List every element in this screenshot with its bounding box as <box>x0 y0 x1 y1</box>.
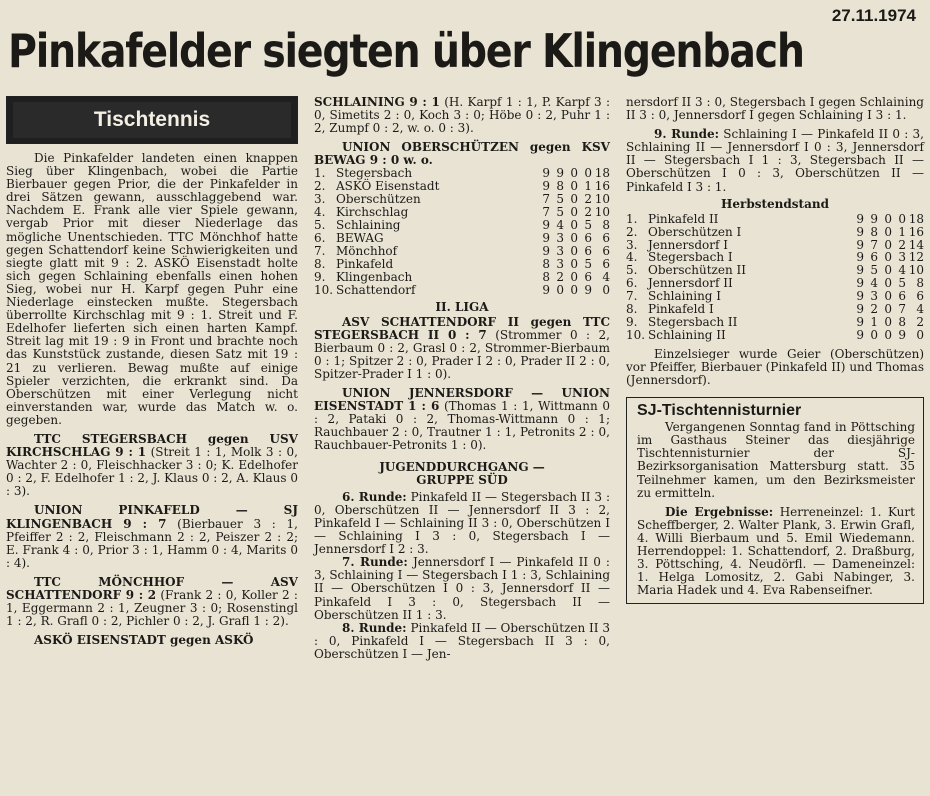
games-cell: 9 <box>856 327 864 342</box>
round-continuation: nersdorf II 3 : 0, Stegersbach I gegen Schlaining II 3 : 0, Jennersdorf I gegen Schlaining I 3 : 1. <box>626 95 924 123</box>
games-cell: 9 <box>856 250 864 265</box>
team-cell: Kirchschlag <box>336 205 409 220</box>
wins-cell: 8 <box>870 224 878 239</box>
points-cell: 10 <box>594 205 610 220</box>
standings-table <box>626 213 924 342</box>
table-row <box>626 329 924 342</box>
singles-winner-paragraph: Einzelsieger wurde Geier (Oberschützen) vor Pfeiffer, Bierbauer (Pinkafeld II) und Thomas (Jennersdorf). <box>626 346 924 387</box>
team-cell: Jennersdorf II <box>648 276 733 291</box>
table-row <box>626 226 924 239</box>
rank-cell: 6. <box>626 276 638 291</box>
losses-cell: 0 <box>898 211 906 226</box>
youth-group-heading: GRUPPE SÜD <box>416 472 508 487</box>
results-details: Herreneinzel: 1. Kurt Scheffberger, 2. Walter Plank, 3. Erwin Grafl, 4. Willi Bierbaum und 5. Emil Wiedemann. Herrendoppel: 1. Schattendorf, 2. Draßburg, 3. Pöttsching, 4. Neudörfl. — Dameneinzel: 1. Helga Lomositz, 2. Gabi Nabinger, 3. Maria Hadek und 4. Eva Rabenseifner. <box>637 504 915 598</box>
youth-heading: JUGENDDURCHGANG — <box>379 459 545 474</box>
draws-cell: 0 <box>570 179 578 194</box>
rank-cell: 7. <box>314 243 326 258</box>
table-row <box>314 245 610 258</box>
rank-cell: 2. <box>314 179 326 194</box>
rank-cell: 7. <box>626 289 638 304</box>
games-cell: 9 <box>542 166 550 181</box>
draws-cell: 0 <box>884 315 892 329</box>
team-cell: Stegersbach II <box>648 315 738 329</box>
losses-cell: 0 <box>584 166 592 181</box>
games-cell: 9 <box>542 218 550 233</box>
losses-cell: 2 <box>584 205 592 220</box>
results-heading: Die Ergebnisse: <box>665 504 774 519</box>
table-row <box>626 316 924 329</box>
team-cell: Stegersbach I <box>648 250 733 265</box>
wins-cell: 0 <box>556 282 564 297</box>
table-row <box>314 284 610 297</box>
points-cell: 12 <box>908 250 924 265</box>
losses-cell: 5 <box>584 218 592 233</box>
games-cell: 7 <box>542 192 550 207</box>
points-cell: 4 <box>916 302 924 317</box>
points-cell: 6 <box>602 231 610 245</box>
rank-cell: 9. <box>314 269 326 284</box>
rank-cell: 8. <box>314 256 326 271</box>
wins-cell: 8 <box>556 179 564 194</box>
match-heading: UNION OBERSCHÜTZEN gegen KSV BEWAG 9 : 0 w. o. <box>314 140 610 168</box>
round-heading: 6. Runde: <box>342 489 407 504</box>
wins-cell: 1 <box>870 315 878 329</box>
losses-cell: 9 <box>898 327 906 342</box>
wins-cell: 4 <box>556 218 564 233</box>
team-cell: Oberschützen II <box>648 263 746 278</box>
games-cell: 9 <box>856 276 864 291</box>
games-cell: 9 <box>856 289 864 304</box>
team-cell: Oberschützen I <box>648 224 742 239</box>
round-details: Jennersdorf I — Pinkafeld II 0 : 3, Schlaining I — Stegersbach I 1 : 3, Schlaining II — Oberschützen I 0 : 3, Jennersdorf II — Pinkafeld I 3 : 0, Stegersbach II — Oberschützen II 1 : 3. <box>314 555 610 622</box>
rank-cell: 3. <box>314 192 326 207</box>
wins-cell: 5 <box>556 205 564 220</box>
round-heading: 7. Runde: <box>342 555 408 570</box>
games-cell: 9 <box>856 302 864 317</box>
points-cell: 16 <box>908 224 924 239</box>
team-cell: Klingenbach <box>336 269 413 284</box>
wins-cell: 6 <box>870 250 878 265</box>
wins-cell: 9 <box>556 166 564 181</box>
team-cell: Pinkafeld I <box>648 302 714 317</box>
rank-cell: 4. <box>626 250 638 265</box>
publication-date: 27.11.1974 <box>831 6 916 25</box>
rank-cell: 10. <box>626 327 646 342</box>
draws-cell: 0 <box>884 224 892 239</box>
match-report <box>6 433 298 498</box>
games-cell: 9 <box>542 282 550 297</box>
wins-cell: 3 <box>870 289 878 304</box>
losses-cell: 8 <box>898 315 906 329</box>
rank-cell: 6. <box>314 231 326 245</box>
points-cell: 6 <box>916 289 924 304</box>
wins-cell: 7 <box>870 237 878 252</box>
rank-cell: 2. <box>626 224 638 239</box>
wins-cell: 4 <box>870 276 878 291</box>
points-cell: 10 <box>908 263 924 278</box>
draws-cell: 0 <box>884 263 892 278</box>
draws-cell: 0 <box>884 302 892 317</box>
losses-cell: 6 <box>584 231 592 245</box>
wins-cell: 2 <box>870 302 878 317</box>
points-cell: 0 <box>602 282 610 297</box>
team-cell: BEWAG <box>336 231 384 245</box>
final-standings-heading: Herbstendstand <box>721 196 829 211</box>
match-heading: SCHLAINING 9 : 1 <box>314 95 440 109</box>
section-title: Tischtennis <box>13 102 291 138</box>
table-row <box>314 258 610 271</box>
draws-cell: 0 <box>570 269 578 284</box>
round-heading: 8. Runde: <box>342 620 407 635</box>
round-details: Pinkafeld II — Stegersbach II 3 : 0, Oberschützen II — Jennersdorf II 3 : 2, Pinkafeld I — Schlaining II 3 : 0, Oberschützen I — Schlaining I 3 : 0, Stegersbach I — Jennersdorf I 2 : 3. <box>314 489 610 557</box>
match-details: (Bierbauer 3 : 1, Pfeiffer 2 : 2, Fleischmann 2 : 2, Peiszer 2 : 2; E. Frank 4 : 0, Prior 3 : 1, Hamm 0 : 4, Marits 0 : 4). <box>6 516 298 570</box>
rank-cell: 5. <box>626 263 638 278</box>
rank-cell: 1. <box>626 211 638 226</box>
draws-cell: 0 <box>884 250 892 265</box>
tournament-box <box>626 397 924 604</box>
points-cell: 8 <box>602 218 610 233</box>
games-cell: 9 <box>856 263 864 278</box>
losses-cell: 1 <box>898 224 906 239</box>
round-report <box>626 128 924 193</box>
match-heading: TTC MÖNCHHOF — ASV SCHATTENDORF 9 : 2 <box>6 574 298 602</box>
games-cell: 9 <box>856 211 864 226</box>
losses-cell: 6 <box>584 243 592 258</box>
column-3 <box>626 96 924 604</box>
draws-cell: 0 <box>884 211 892 226</box>
table-row <box>626 213 924 226</box>
team-cell: Oberschützen <box>336 192 421 207</box>
match-report <box>6 504 298 569</box>
team-cell: Jennersdorf I <box>648 237 729 252</box>
points-cell: 18 <box>908 211 924 226</box>
team-cell: Mönchhof <box>336 243 398 258</box>
games-cell: 9 <box>856 315 864 329</box>
team-cell: Stegersbach <box>336 166 413 181</box>
team-cell: Pinkafeld <box>336 256 394 271</box>
team-cell: Schlaining II <box>648 327 726 342</box>
tournament-paragraph: Vergangenen Sonntag fand in Pöttsching im Gasthaus Steiner das diesjährige Tischtennisturnier der SJ-Bezirksorganisation Mattersburg statt. 35 Teilnehmer kamen, um den Bezirksmeister zu ermitteln. <box>637 420 915 500</box>
wins-cell: 0 <box>870 327 878 342</box>
draws-cell: 0 <box>570 282 578 297</box>
draws-cell: 0 <box>884 289 892 304</box>
losses-cell: 1 <box>584 179 592 194</box>
standings-table <box>314 167 610 296</box>
points-cell: 16 <box>594 179 610 194</box>
points-cell: 10 <box>594 192 610 207</box>
match-report <box>6 576 298 628</box>
match-details: (Frank 2 : 0, Koller 2 : 1, Eggermann 2 : 1, Zeugner 3 : 0; Rosenstingl 1 : 2, R. Grafl 0 : 2, Pichler 0 : 2, J. Grafl 1 : 2). <box>6 588 298 629</box>
round-report <box>314 556 610 621</box>
losses-cell: 9 <box>584 282 592 297</box>
tournament-results <box>637 506 915 598</box>
losses-cell: 6 <box>898 289 906 304</box>
losses-cell: 4 <box>898 263 906 278</box>
games-cell: 9 <box>542 231 550 245</box>
match-details: (Strommer 0 : 2, Bierbaum 0 : 2, Grasl 0 : 2, Strommer-Bierbaum 0 : 1; Spitzer 2 : 0, Prader I 2 : 0, Prader II 2 : 0, Spitzer-Prader I 1 : 0). <box>314 327 610 381</box>
draws-cell: 0 <box>570 256 578 271</box>
wins-cell: 2 <box>556 269 564 284</box>
round-details: Pinkafeld II — Oberschützen II 3 : 0, Pinkafeld I — Stegersbach II 3 : 0, Oberschützen I — Jen- <box>314 620 610 661</box>
games-cell: 8 <box>542 269 550 284</box>
match-details: (Thomas 1 : 1, Wittmann 0 : 2, Pataki 0 : 2, Thomas-Wittmann 0 : 1; Rauchbauer 2 : 0, Trautner 1 : 1, Petronits 2 : 0, Rauchbauer-Petronits 1 : 0). <box>314 399 610 453</box>
round-report <box>314 622 610 661</box>
rank-cell: 3. <box>626 237 638 252</box>
table-row <box>314 232 610 245</box>
rank-cell: 4. <box>314 205 326 220</box>
points-cell: 14 <box>908 237 924 252</box>
rank-cell: 5. <box>314 218 326 233</box>
draws-cell: 0 <box>570 192 578 207</box>
tournament-title: SJ-Tischtennisturnier <box>637 402 802 420</box>
team-cell: Schattendorf <box>336 282 416 297</box>
games-cell: 9 <box>856 237 864 252</box>
losses-cell: 7 <box>898 302 906 317</box>
column-1 <box>6 96 298 647</box>
match-details: (H. Karpf 1 : 1, P. Karpf 3 : 0, Simetits 2 : 0, Koch 3 : 0; Höbe 0 : 2, Puhr 1 : 2, Zumpf 0 : 2, w. o. 0 : 3). <box>314 95 610 136</box>
column-2 <box>314 96 610 661</box>
points-cell: 2 <box>916 315 924 329</box>
points-cell: 18 <box>594 166 610 181</box>
match-report <box>314 387 610 452</box>
round-details: Schlaining I — Pinkafeld II 0 : 3, Schlaining II — Jennersdorf I 0 : 3, Jennersdorf II — Stegersbach I 1 : 3, Stegersbach II — Oberschützen I 0 : 3, Oberschützen II — Pinkafeld I 3 : 1. <box>626 127 925 194</box>
draws-cell: 0 <box>884 327 892 342</box>
draws-cell: 0 <box>570 166 578 181</box>
points-cell: 8 <box>916 276 924 291</box>
rank-cell: 9. <box>626 315 638 329</box>
losses-cell: 5 <box>584 256 592 271</box>
draws-cell: 0 <box>884 276 892 291</box>
page-headline: Pinkafelder siegten über Klingenbach <box>8 24 804 78</box>
league-heading: II. LIGA <box>435 299 489 314</box>
intro-paragraph: Die Pinkafelder landeten einen knappen Sieg über Klingenbach, wobei die Partie Bierbauer gegen Prior, die der Pinkafelder in drei Sätzen gewann, ausschlaggebend war. Nachdem E. Frank alle vier Spiele gewann, vergab Prior mit dieser Niederlage das mögliche Unentschieden. TTC Mönchhof hatte gegen Schattendorf keine Schwierigkeiten und siegte glatt mit 9 : 2. ASKÖ Eisenstadt holte sich gegen Schlaining ebenfalls einen hohen Sieg, wobei nur H. Karpf gegen Puhr eine Niederlage einstecken mußte. Stegersbach überrollte Kirchschlag mit 9 : 1. Streit und F. Edelhofer lieferten sich einen harten Kampf. Streit lag mit 19 : 9 in Front und brachte noch das Kunststück zustande, diesen Satz mit 19 : 21 zu verlieren. Bewag mußte auf einige Spieler verzichten, die erkrankt sind. Da Oberschützen mit einer Verlegung nicht einverstanden war, wurde das Match w. o. gegeben. <box>6 151 298 427</box>
table-row <box>314 271 610 284</box>
team-cell: Pinkafeld II <box>648 211 719 226</box>
draws-cell: 0 <box>570 205 578 220</box>
wins-cell: 3 <box>556 243 564 258</box>
rank-cell: 10. <box>314 282 334 297</box>
games-cell: 7 <box>542 205 550 220</box>
losses-cell: 2 <box>584 192 592 207</box>
match-heading: TTC STEGERSBACH gegen USV KIRCHSCHLAG 9 : 1 <box>6 431 298 460</box>
match-details: (Streit 1 : 1, Molk 3 : 0, Wachter 2 : 0, Fleischhacker 3 : 0; K. Edelhofer 0 : 2, F. Edelhofer 1 : 2, J. Klaus 0 : 2, A. Klaus 0 : 3). <box>6 445 298 499</box>
wins-cell: 3 <box>556 231 564 245</box>
wins-cell: 5 <box>556 192 564 207</box>
points-cell: 6 <box>602 243 610 258</box>
wins-cell: 5 <box>870 263 878 278</box>
games-cell: 9 <box>542 179 550 194</box>
match-heading: ASV SCHATTENDORF II gegen TTC STEGERSBACH II 0 : 7 <box>314 314 610 342</box>
draws-cell: 0 <box>570 231 578 245</box>
losses-cell: 3 <box>898 250 906 265</box>
rank-cell: 1. <box>314 166 326 181</box>
points-cell: 6 <box>602 256 610 271</box>
draws-cell: 0 <box>884 237 892 252</box>
points-cell: 4 <box>602 269 610 284</box>
round-heading: 9. Runde: <box>654 127 720 142</box>
match-heading: UNION JENNERSDORF — UNION EISENSTADT 1 : 6 <box>314 386 610 414</box>
team-cell: ASKÖ Eisenstadt <box>336 179 440 194</box>
section-banner <box>6 96 298 144</box>
draws-cell: 0 <box>570 218 578 233</box>
team-cell: Schlaining <box>336 218 401 233</box>
match-report <box>314 316 610 381</box>
losses-cell: 5 <box>898 276 906 291</box>
games-cell: 8 <box>542 256 550 271</box>
losses-cell: 2 <box>898 237 906 252</box>
games-cell: 9 <box>542 243 550 258</box>
rank-cell: 8. <box>626 302 638 317</box>
points-cell: 0 <box>916 327 924 342</box>
draws-cell: 0 <box>570 243 578 258</box>
losses-cell: 6 <box>584 269 592 284</box>
match-heading: UNION PINKAFELD — SJ KLINGENBACH 9 : 7 <box>6 503 298 531</box>
match-heading: ASKÖ EISENSTADT gegen ASKÖ <box>34 633 254 648</box>
games-cell: 9 <box>856 224 864 239</box>
wins-cell: 9 <box>870 211 878 226</box>
match-report <box>314 96 610 135</box>
team-cell: Schlaining I <box>648 289 722 304</box>
wins-cell: 3 <box>556 256 564 271</box>
round-report <box>314 491 610 556</box>
